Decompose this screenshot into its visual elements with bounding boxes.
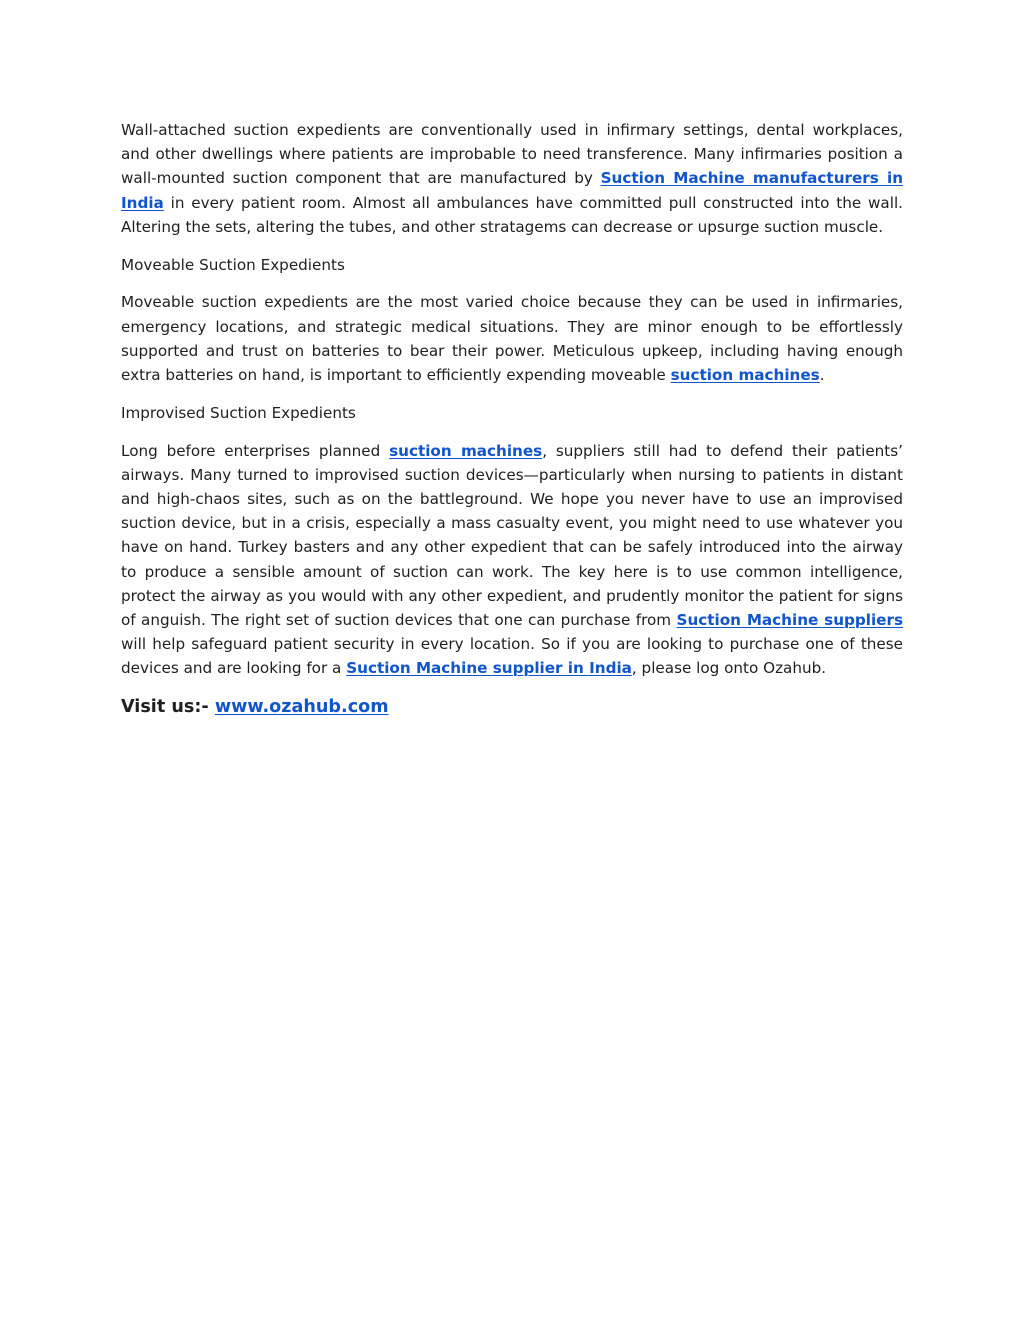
paragraph-text: Wall-attached suction expedients are conventionally used in infirmary settings, dental workplaces, and other dwellings where patients are improbable to need transference. Many infirmaries position a wall-mounted suction component that are manufactured by [121,121,903,188]
paragraph-text: Moveable suction expedients are the most varied choice because they can be used in infirmaries, emergency locations, and strategic medical situations. They are minor enough to be effortlessly supported and trust on batteries to bear their power. Meticulous upkeep, including having enough extra batteries on hand, is important to efficiently expending moveable [121,293,903,385]
visit-us-line [121,694,903,720]
link-suction-machine-supplier-india[interactable]: Suction Machine supplier in India [346,659,632,678]
link-suction-machine-suppliers[interactable]: Suction Machine suppliers [676,611,903,630]
visit-label: Visit us:- [121,697,215,718]
paragraph-text: Long before enterprises planned [121,441,390,460]
paragraph-text: , suppliers still had to defend their patients’ airways. Many turned to improvised suction devices—particularly when nursing to patients in distant and high-chaos sites, such as on the battleground. We hope you never have to use an improvised suction device, but in a crisis, especially a mass casualty event, you might need to use whatever you have on hand. Turkey basters and any other expedient that can be safely introduced into the airway to produce a sensible amount of suction can work. The key here is to use common intelligence, protect the airway as you would with any other expedient, and prudently monitor the patient for signs of anguish. The right set of suction devices that one can purchase from [121,441,903,630]
heading-moveable-suction: Moveable Suction Expedients [121,255,345,274]
link-ozahub-website[interactable]: www.ozahub.com [214,697,389,718]
link-suction-machines-2[interactable]: suction machines [389,441,543,460]
paragraph-text: in every patient room. Almost all ambulances have committed pull constructed into the wall. Altering the sets, altering the tubes, and other stratagems can decrease or upsurge suction muscle. [121,193,903,236]
paragraph-wall-attached [121,118,903,239]
heading-improvised-suction: Improvised Suction Expedients [121,403,356,422]
paragraph-text: . [819,366,825,385]
paragraph-improvised [121,439,903,681]
paragraph-moveable [121,290,903,387]
paragraph-text: will help safeguard patient security in every location. So if you are looking to purchase one of these devices and are looking for a [121,635,903,678]
link-suction-machines[interactable]: suction machines [670,366,820,385]
link-suction-machine-manufacturers-india[interactable]: Suction Machine manufacturers in India [121,169,903,212]
document-page [121,118,903,734]
paragraph-text: , please log onto Ozahub. [631,659,827,678]
